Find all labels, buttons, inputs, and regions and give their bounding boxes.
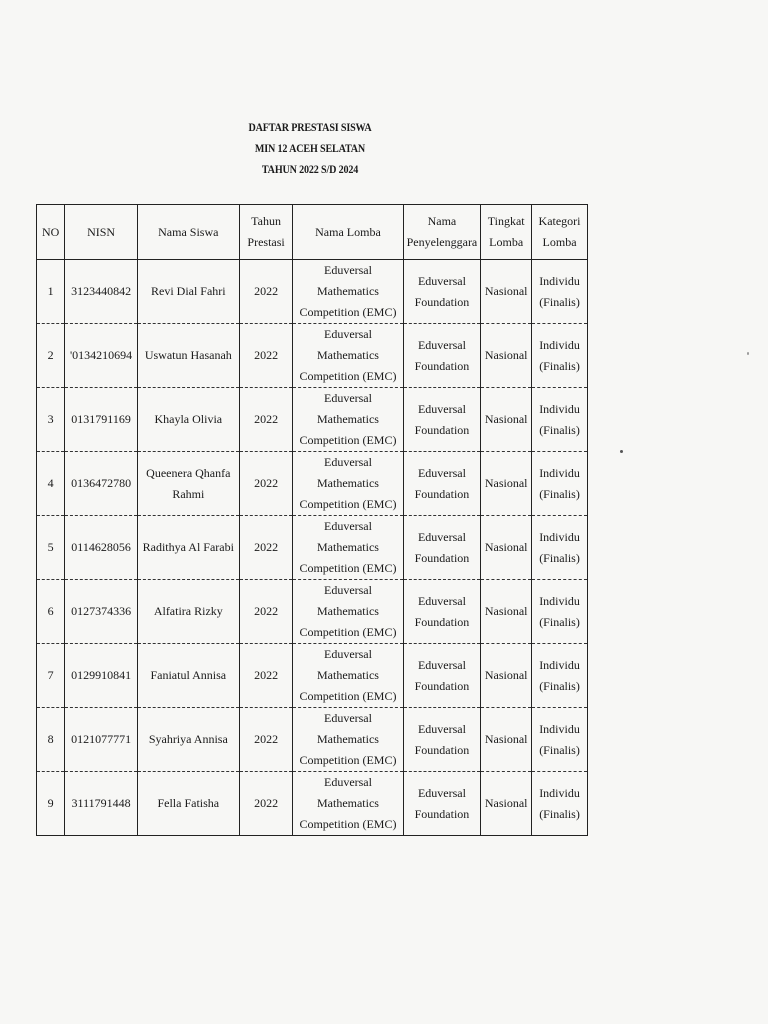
cell-no: 2 bbox=[37, 324, 65, 388]
cell-no: 8 bbox=[37, 708, 65, 772]
table-row bbox=[37, 260, 588, 324]
cell-tahun: 2022 bbox=[239, 708, 293, 772]
table-row bbox=[37, 772, 588, 836]
cell-tingkat: Nasional bbox=[481, 644, 532, 708]
cell-nisn: 3123440842 bbox=[65, 260, 137, 324]
header-tingkat-lomba: Tingkat Lomba bbox=[481, 205, 532, 260]
cell-no: 4 bbox=[37, 452, 65, 516]
achievement-table bbox=[36, 204, 588, 836]
cell-kategori: Individu (Finalis) bbox=[532, 452, 588, 516]
cell-tingkat: Nasional bbox=[481, 708, 532, 772]
cell-tingkat: Nasional bbox=[481, 260, 532, 324]
cell-kategori: Individu (Finalis) bbox=[532, 260, 588, 324]
cell-tahun: 2022 bbox=[239, 452, 293, 516]
header-nama-siswa: Nama Siswa bbox=[137, 205, 239, 260]
cell-penyelenggara: Eduversal Foundation bbox=[403, 708, 481, 772]
cell-nama-lomba: Eduversal Mathematics Competition (EMC) bbox=[293, 708, 403, 772]
cell-nama-lomba: Eduversal Mathematics Competition (EMC) bbox=[293, 452, 403, 516]
cell-tahun: 2022 bbox=[239, 324, 293, 388]
cell-penyelenggara: Eduversal Foundation bbox=[403, 772, 481, 836]
cell-tingkat: Nasional bbox=[481, 388, 532, 452]
cell-no: 9 bbox=[37, 772, 65, 836]
cell-nama-lomba: Eduversal Mathematics Competition (EMC) bbox=[293, 580, 403, 644]
cell-penyelenggara: Eduversal Foundation bbox=[403, 324, 481, 388]
title-line-3: TAHUN 2022 S/D 2024 bbox=[261, 164, 359, 176]
header-kategori-lomba: Kategori Lomba bbox=[532, 205, 588, 260]
cell-nama-siswa: Radithya Al Farabi bbox=[137, 516, 239, 580]
cell-tahun: 2022 bbox=[239, 516, 293, 580]
cell-nama-lomba: Eduversal Mathematics Competition (EMC) bbox=[293, 388, 403, 452]
scan-speck bbox=[747, 352, 749, 355]
cell-nisn: 0127374336 bbox=[65, 580, 137, 644]
table-row bbox=[37, 324, 588, 388]
header-no: NO bbox=[37, 205, 65, 260]
cell-kategori: Individu (Finalis) bbox=[532, 708, 588, 772]
table-row bbox=[37, 388, 588, 452]
table-row bbox=[37, 516, 588, 580]
table-header-row bbox=[37, 205, 588, 260]
cell-nama-siswa: Faniatul Annisa bbox=[137, 644, 239, 708]
header-nama-lomba: Nama Lomba bbox=[293, 205, 403, 260]
cell-nama-lomba: Eduversal Mathematics Competition (EMC) bbox=[293, 324, 403, 388]
header-nisn: NISN bbox=[65, 205, 137, 260]
cell-kategori: Individu (Finalis) bbox=[532, 772, 588, 836]
cell-no: 7 bbox=[37, 644, 65, 708]
cell-nisn: 0121077771 bbox=[65, 708, 137, 772]
cell-nama-siswa: Queenera Qhanfa Rahmi bbox=[137, 452, 239, 516]
scan-speck bbox=[620, 450, 623, 453]
document-title bbox=[0, 118, 620, 181]
cell-penyelenggara: Eduversal Foundation bbox=[403, 260, 481, 324]
cell-no: 6 bbox=[37, 580, 65, 644]
cell-penyelenggara: Eduversal Foundation bbox=[403, 516, 481, 580]
cell-kategori: Individu (Finalis) bbox=[532, 644, 588, 708]
cell-nama-siswa: Uswatun Hasanah bbox=[137, 324, 239, 388]
cell-tingkat: Nasional bbox=[481, 516, 532, 580]
cell-nama-lomba: Eduversal Mathematics Competition (EMC) bbox=[293, 516, 403, 580]
cell-no: 1 bbox=[37, 260, 65, 324]
cell-nisn: 0131791169 bbox=[65, 388, 137, 452]
cell-nisn: 0136472780 bbox=[65, 452, 137, 516]
cell-nama-lomba: Eduversal Mathematics Competition (EMC) bbox=[293, 772, 403, 836]
cell-penyelenggara: Eduversal Foundation bbox=[403, 644, 481, 708]
cell-nama-siswa: Alfatira Rizky bbox=[137, 580, 239, 644]
cell-penyelenggara: Eduversal Foundation bbox=[403, 580, 481, 644]
table-row bbox=[37, 452, 588, 516]
title-line-1: DAFTAR PRESTASI SISWA bbox=[248, 122, 372, 134]
cell-kategori: Individu (Finalis) bbox=[532, 580, 588, 644]
cell-nama-siswa: Syahriya Annisa bbox=[137, 708, 239, 772]
cell-no: 5 bbox=[37, 516, 65, 580]
cell-tahun: 2022 bbox=[239, 580, 293, 644]
cell-nisn: 0114628056 bbox=[65, 516, 137, 580]
cell-penyelenggara: Eduversal Foundation bbox=[403, 452, 481, 516]
cell-tingkat: Nasional bbox=[481, 324, 532, 388]
cell-kategori: Individu (Finalis) bbox=[532, 388, 588, 452]
cell-penyelenggara: Eduversal Foundation bbox=[403, 388, 481, 452]
cell-nisn: 3111791448 bbox=[65, 772, 137, 836]
cell-nama-siswa: Revi Dial Fahri bbox=[137, 260, 239, 324]
cell-nama-lomba: Eduversal Mathematics Competition (EMC) bbox=[293, 260, 403, 324]
cell-tahun: 2022 bbox=[239, 388, 293, 452]
cell-tingkat: Nasional bbox=[481, 580, 532, 644]
title-line-2: MIN 12 ACEH SELATAN bbox=[254, 143, 366, 155]
table-row bbox=[37, 580, 588, 644]
cell-no: 3 bbox=[37, 388, 65, 452]
cell-nama-lomba: Eduversal Mathematics Competition (EMC) bbox=[293, 644, 403, 708]
header-penyelenggara: Nama Penyelenggara bbox=[403, 205, 481, 260]
table-row bbox=[37, 708, 588, 772]
cell-tahun: 2022 bbox=[239, 772, 293, 836]
cell-tingkat: Nasional bbox=[481, 772, 532, 836]
table-row bbox=[37, 644, 588, 708]
cell-tahun: 2022 bbox=[239, 644, 293, 708]
header-tahun-prestasi: Tahun Prestasi bbox=[239, 205, 293, 260]
cell-nama-siswa: Fella Fatisha bbox=[137, 772, 239, 836]
cell-nama-siswa: Khayla Olivia bbox=[137, 388, 239, 452]
cell-nisn: '0134210694 bbox=[65, 324, 137, 388]
cell-kategori: Individu (Finalis) bbox=[532, 324, 588, 388]
cell-nisn: 0129910841 bbox=[65, 644, 137, 708]
cell-tahun: 2022 bbox=[239, 260, 293, 324]
cell-kategori: Individu (Finalis) bbox=[532, 516, 588, 580]
cell-tingkat: Nasional bbox=[481, 452, 532, 516]
